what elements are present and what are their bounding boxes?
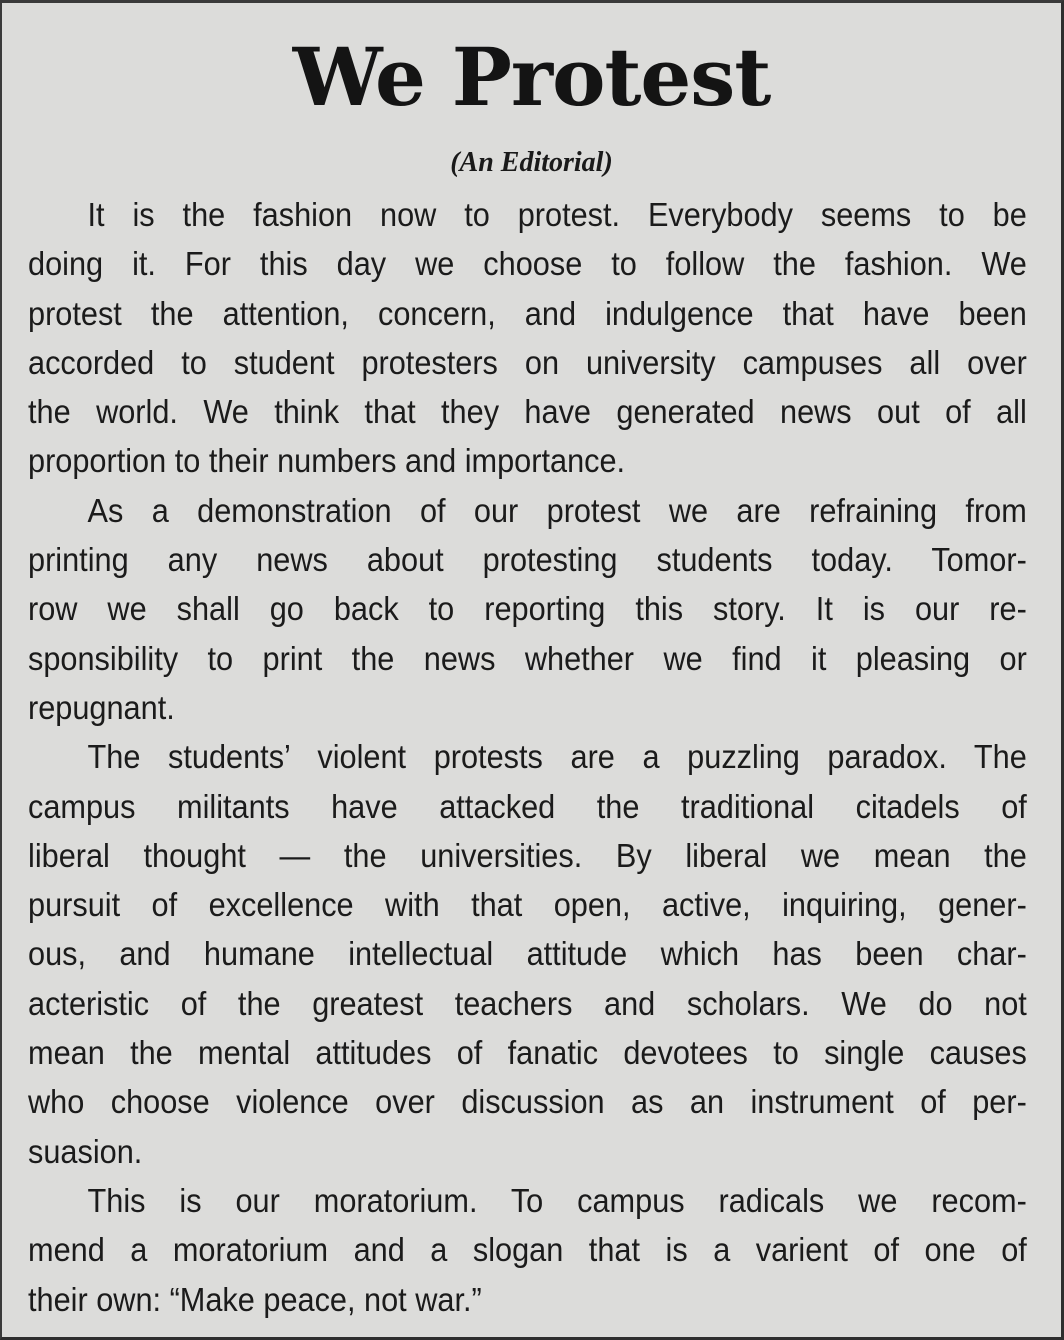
- paragraph-2: [28, 486, 1027, 732]
- paragraph-line: As a demonstration of our protest we are refraining from: [87, 491, 1027, 529]
- paragraph-line: printing any news about protesting students today. Tomor-: [28, 541, 1027, 579]
- paragraph-line: liberal thought — the universities. By liberal we mean the: [28, 836, 1027, 874]
- paragraph-line: The students’ violent protests are a puzzling paradox. The: [87, 738, 1027, 776]
- paragraph-line: pursuit of excellence with that open, active, inquiring, gener-: [28, 886, 1027, 924]
- paragraph-line: the world. We think that they have generated news out of all: [28, 393, 1027, 431]
- paragraph-line: mend a moratorium and a slogan that is a varient of one of: [28, 1231, 1027, 1269]
- paragraph-line: ous, and humane intellectual attitude which has been char-: [28, 935, 1027, 973]
- paragraph-line: sponsibility to print the news whether we find it pleasing or: [28, 639, 1027, 677]
- paragraph-line: protest the attention, concern, and indulgence that have been: [28, 294, 1027, 332]
- paragraph-line: suasion.: [28, 1132, 143, 1170]
- headline: We Protest: [292, 30, 771, 124]
- paragraph-1: [28, 190, 1027, 486]
- paragraph-line: It is the fashion now to protest. Everybody seems to be: [87, 196, 1027, 233]
- paragraph-line: campus militants have attacked the traditional citadels of: [28, 787, 1027, 825]
- paragraph-line: row we shall go back to reporting this story. It is our re-: [28, 590, 1027, 628]
- paragraph-line: accorded to student protesters on university campuses all over: [28, 343, 1027, 381]
- article-body: [28, 190, 1027, 1324]
- paragraph-line: proportion to their numbers and importance.: [28, 442, 626, 480]
- paragraph-4: [28, 1176, 1027, 1324]
- paragraph-line: who choose violence over discussion as an instrument of per-: [28, 1083, 1027, 1121]
- paragraph-line: their own: “Make peace, not war.”: [28, 1280, 482, 1318]
- paragraph-3: [28, 732, 1027, 1176]
- paragraph-line: mean the mental attitudes of fanatic devotees to single causes: [28, 1034, 1027, 1072]
- paragraph-line: doing it. For this day we choose to follow the fashion. We: [28, 245, 1027, 283]
- paragraph-line: acteristic of the greatest teachers and scholars. We do not: [28, 984, 1027, 1022]
- paragraph-line: repugnant.: [28, 688, 175, 726]
- subhead: (An Editorial): [450, 147, 613, 178]
- paragraph-line: This is our moratorium. To campus radicals we recom-: [87, 1181, 1027, 1219]
